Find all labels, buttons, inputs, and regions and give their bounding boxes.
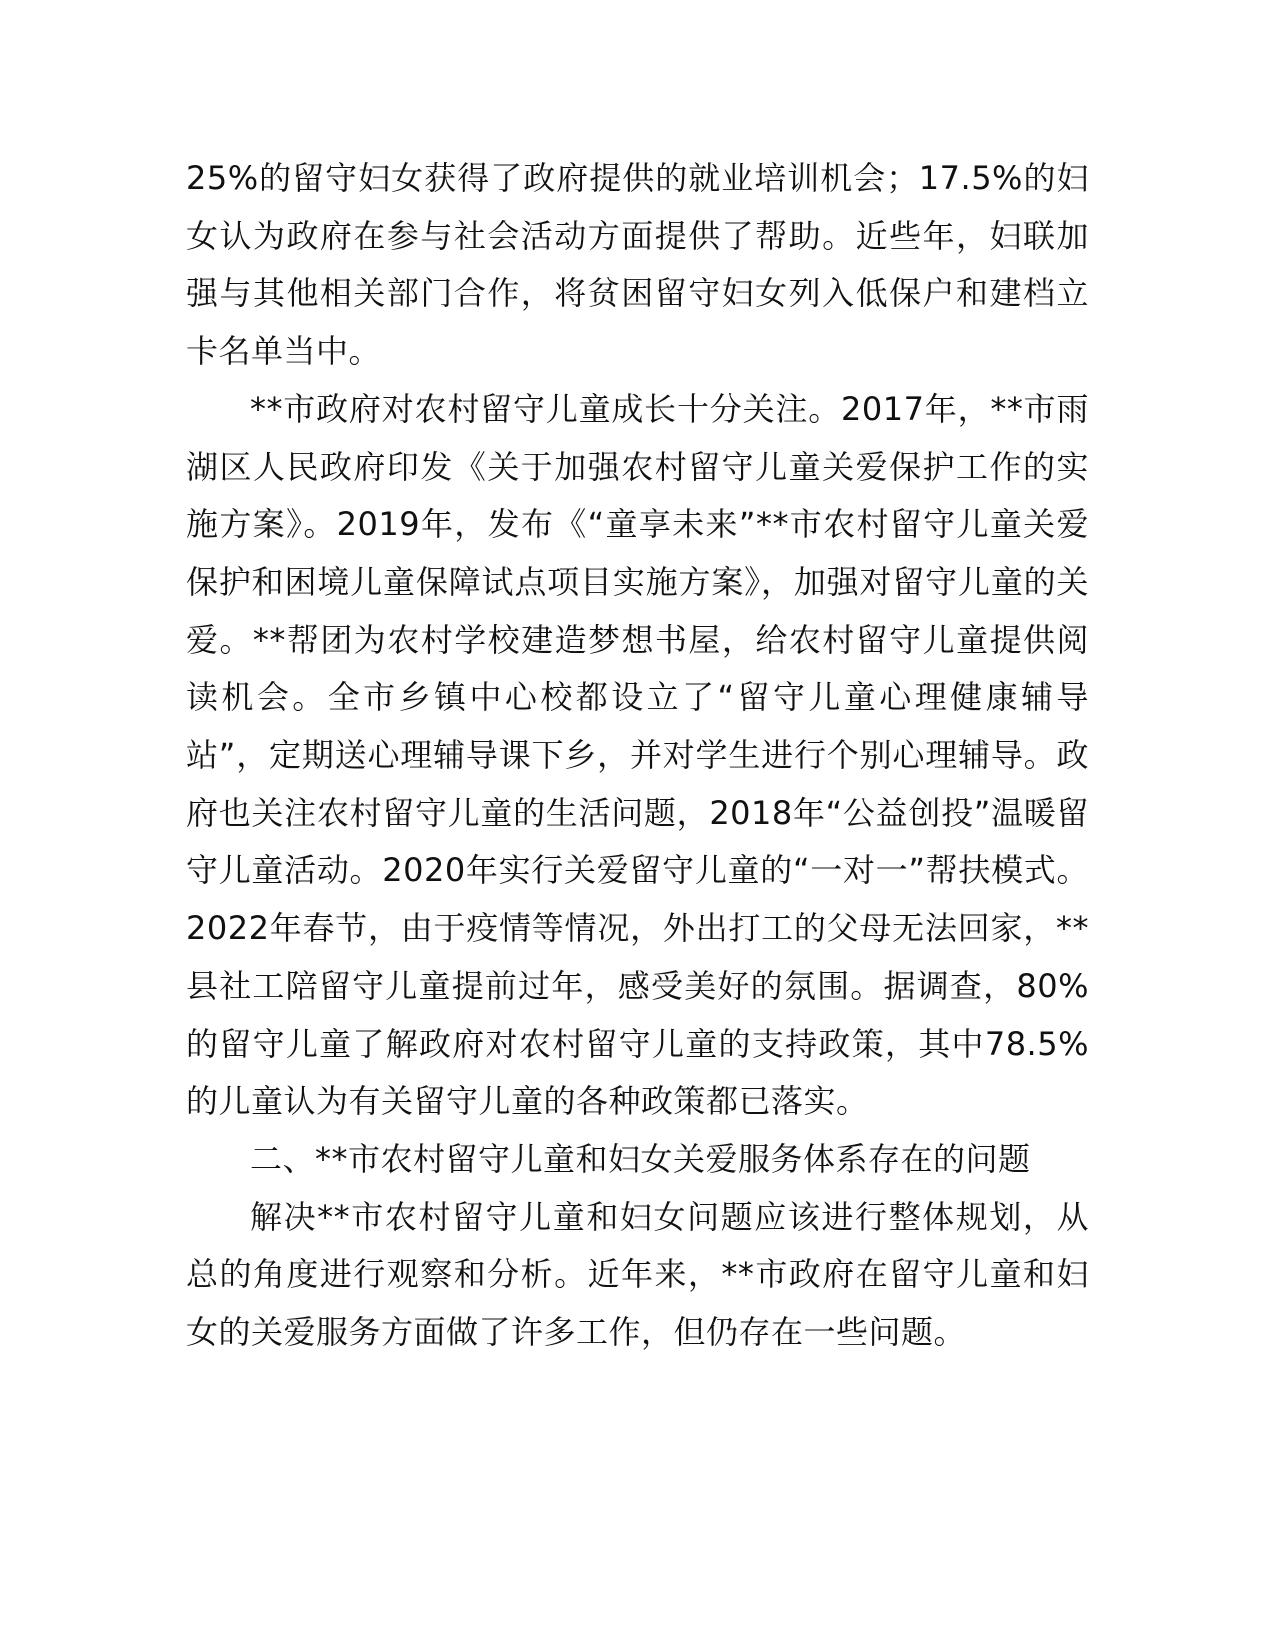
- paragraph-children-care-policies: **市政府对农村留守儿童成长十分关注。2017年，**市雨湖区人民政府印发《关于加强农村留守儿童关爱保护工作的实施方案》。2019年，发布《“童享未来”**市农村留守儿童关爱保护和困境儿童保障试点项目实施方案》，加强对留守儿童的关爱。**帮团为农村学校建造梦想书屋，给农村留守儿童提供阅读机会。全市乡镇中心校都设立了“留守儿童心理健康辅导站”，定期送心理辅导课下乡，并对学生进行个别心理辅导。政府也关注农村留守儿童的生活问题，2018年“公益创投”温暖留守儿童活动。2020年实行关爱留守儿童的“一对一”帮扶模式。2022年春节，由于疫情等情况，外出打工的父母无法回家，**县社工陪留守儿童提前过年，感受美好的氛围。据调查，80%的留守儿童了解政府对农村留守儿童的支持政策，其中78.5%的儿童认为有关留守儿童的各种政策都已落实。: [186, 389, 1089, 1121]
- section-heading-problems: 二、**市农村留守儿童和妇女关爱服务体系存在的问题: [250, 1139, 1031, 1178]
- paragraph-overall-planning: 解决**市农村留守儿童和妇女问题应该进行整体规划，从总的角度进行观察和分析。近年来，**市政府在留守儿童和妇女的关爱服务方面做了许多工作，但仍存在一些问题。: [186, 1197, 1089, 1352]
- document-body: [186, 150, 1089, 1362]
- paragraph-employment-training: 25%的留守妇女获得了政府提供的就业培训机会；17.5%的妇女认为政府在参与社会活动方面提供了帮助。近些年，妇联加强与其他相关部门合作，将贫困留守妇女列入低保户和建档立卡名单当中。: [186, 159, 1089, 371]
